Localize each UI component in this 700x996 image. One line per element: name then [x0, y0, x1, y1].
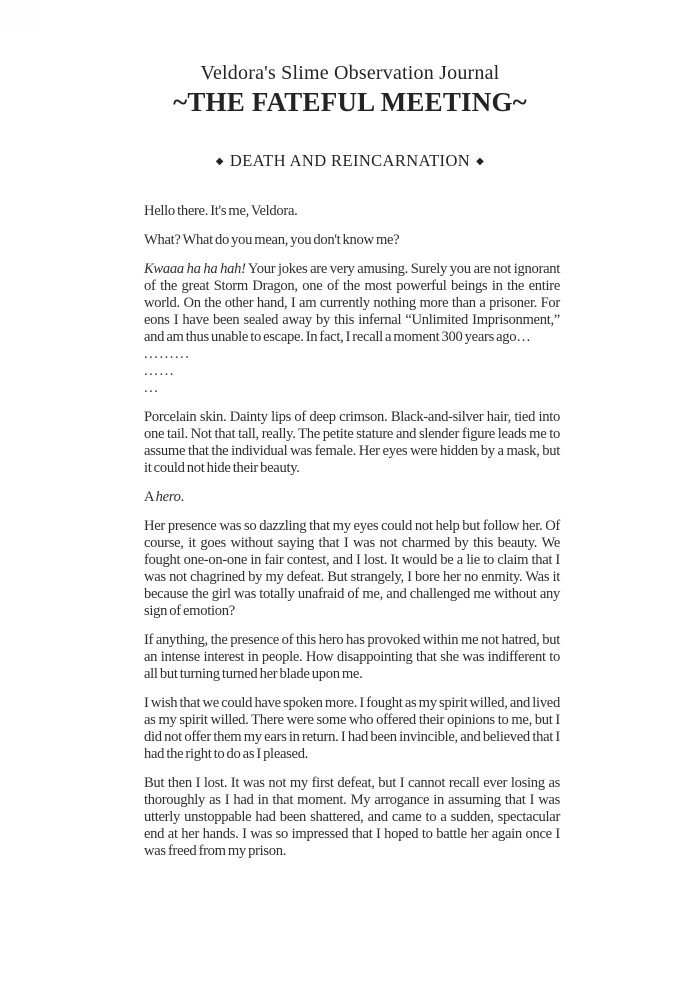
ellipsis-line	[144, 363, 560, 380]
text-run: ...	[144, 380, 160, 396]
ellipsis-line	[144, 380, 560, 397]
paragraph	[144, 775, 560, 860]
paragraph	[144, 203, 560, 220]
text-run: .	[180, 489, 184, 505]
paragraph	[144, 232, 560, 249]
paragraph	[144, 632, 560, 683]
italic-text-run: Kwaaa ha ha hah!	[144, 261, 246, 277]
paragraph	[144, 695, 560, 763]
text-run: What? What do you mean, you don't know me?	[144, 232, 400, 248]
text-run: .........	[144, 346, 191, 362]
italic-text-run: hero	[155, 489, 181, 505]
page-header	[0, 0, 700, 118]
text-run: I wish that we could have spoken more. I fought as my spirit willed, and lived as my spirit willed. There were some who offered their opinions to me, but I did not offer them my ears in return. I had been invincible, and believed that I had the right to do as I pleased.	[144, 695, 560, 762]
section-heading-text: DEATH AND REINCARNATION	[229, 151, 471, 170]
scan-artifact	[0, 0, 38, 30]
text-run: Her presence was so dazzling that my eyes could not help but follow her. Of course, it goes without saying that I was not charmed by this beauty. We fought one-on-one in fair contest, and I lost. It would be a lie to claim that I was not chagrined by my defeat. But strangely, I bore her no enmity. Was it because the girl was totally unafraid of me, and challenged me without any sign of emotion?	[144, 518, 560, 619]
paragraph	[144, 261, 560, 346]
text-run: But then I lost. It was not my first defeat, but I cannot recall ever losing as thoroughly as I had in that moment. My arrogance in assuming that I was utterly unstoppable had been shattered, and came to a sudden, spectacular end at her hands. I was so impressed that I hoped to battle her again once I was freed from my prison.	[144, 775, 560, 859]
ellipsis-line	[144, 346, 560, 363]
text-run: If anything, the presence of this hero has provoked within me not hatred, but an intense interest in people. How disappointing that she was indifferent to all but turning turned her blade upon me.	[144, 632, 560, 682]
text-run: Your jokes are very amusing. Surely you are not ignorant of the great Storm Dragon, one of the most powerful beings in the entire world. On the other hand, I am currently nothing more than a prisoner. For eons I have been sealed away by this infernal “Unlimited Imprisonment,” and am thus unable to escape. In fact, I recall a moment 300 years ago…	[144, 261, 560, 345]
diamond-icon-left: ◆	[215, 156, 224, 167]
text-run: A	[144, 489, 156, 505]
paragraph	[144, 489, 560, 506]
text-run: Hello there. It's me, Veldora.	[144, 203, 298, 219]
section-heading	[0, 151, 700, 171]
diamond-icon-right: ◆	[476, 156, 485, 167]
paragraph	[144, 409, 560, 477]
paragraph	[144, 518, 560, 620]
text-run: ......	[144, 363, 175, 379]
text-run: Porcelain skin. Dainty lips of deep crimson. Black-and-silver hair, tied into one tail. Not that tall, really. The petite stature and slender figure leads me to assume that the individual was female. Her eyes were hidden by a mask, but it could not hide their beauty.	[144, 409, 560, 476]
journal-title: Veldora's Slime Observation Journal	[200, 62, 500, 84]
chapter-title: ~THE FATEFUL MEETING~	[173, 87, 527, 117]
body-paragraphs	[144, 203, 560, 872]
